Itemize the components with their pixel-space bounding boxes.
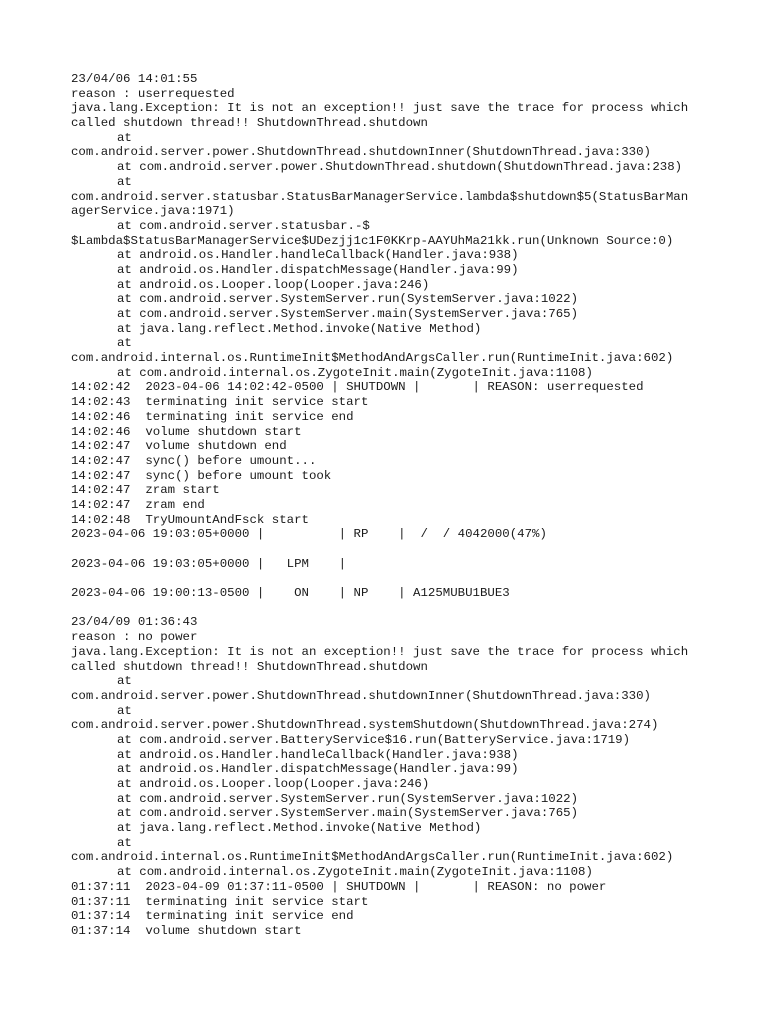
log-line: at android.os.Handler.handleCallback(Handler.java:938) bbox=[117, 747, 519, 762]
log-line: 2023-04-06 19:03:05+0000 | LPM | bbox=[71, 556, 347, 571]
log-line: at com.android.server.power.ShutdownThread.shutdown(ShutdownThread.java:238) bbox=[117, 160, 683, 175]
log-line: 01:37:11 2023-04-09 01:37:11-0500 | SHUTDOWN | | REASON: no power bbox=[71, 879, 607, 894]
log-line: at java.lang.reflect.Method.invoke(Native Method) bbox=[117, 321, 482, 336]
log-line: 2023-04-06 19:03:05+0000 | | RP | / / 4042000(47%) bbox=[71, 527, 547, 542]
log-line: called shutdown thread!! ShutdownThread.shutdown bbox=[71, 659, 428, 674]
log-line: 23/04/06 14:01:55 bbox=[71, 72, 198, 86]
log-line: at java.lang.reflect.Method.invoke(Native Method) bbox=[117, 821, 482, 836]
log-line: at android.os.Looper.loop(Looper.java:246) bbox=[117, 777, 430, 791]
log-line: 14:02:47 volume shutdown end bbox=[71, 439, 287, 454]
log-line: at bbox=[117, 703, 132, 718]
log-line: 14:02:47 zram end bbox=[71, 497, 205, 512]
log-line: java.lang.Exception: It is not an exception!! just save the trace for process which bbox=[71, 644, 689, 659]
log-line: 14:02:47 sync() before umount took bbox=[71, 468, 332, 483]
log-line: at com.android.internal.os.ZygoteInit.main(ZygoteInit.java:1108) bbox=[117, 365, 593, 380]
log-line: com.android.server.power.ShutdownThread.shutdownInner(ShutdownThread.java:330) bbox=[71, 145, 651, 160]
log-line: at bbox=[117, 174, 132, 189]
log-line: at bbox=[117, 835, 132, 850]
log-line: 14:02:42 2023-04-06 14:02:42-0500 | SHUTDOWN | | REASON: userrequested bbox=[71, 380, 644, 395]
log-line: reason : no power bbox=[71, 630, 198, 645]
log-line: 14:02:48 TryUmountAndFsck start bbox=[71, 512, 309, 527]
log-line: 14:02:47 sync() before umount... bbox=[71, 453, 317, 468]
log-line: at com.android.server.SystemServer.main(SystemServer.java:765) bbox=[117, 806, 579, 821]
log-line: called shutdown thread!! ShutdownThread.shutdown bbox=[71, 116, 428, 131]
blank-line bbox=[71, 571, 711, 586]
log-line: at com.android.server.SystemServer.run(SystemServer.java:1022) bbox=[117, 292, 579, 307]
log-line: at bbox=[117, 130, 132, 145]
log-line: at bbox=[117, 674, 132, 689]
log-line: com.android.internal.os.RuntimeInit$MethodAndArgsCaller.run(RuntimeInit.java:602) bbox=[71, 850, 674, 865]
log-line: at android.os.Handler.dispatchMessage(Handler.java:99) bbox=[117, 262, 519, 277]
log-line: agerService.java:1971) bbox=[71, 204, 235, 219]
log-line: at android.os.Looper.loop(Looper.java:246) bbox=[117, 277, 430, 292]
log-line: $Lambda$StatusBarManagerService$UDezjj1c1F0KKrp-AAYUhMa21kk.run(Unknown Source:0) bbox=[71, 233, 674, 248]
log-line: reason : userrequested bbox=[71, 86, 235, 101]
blank-line bbox=[71, 601, 711, 616]
log-line: 14:02:43 terminating init service start bbox=[71, 395, 369, 410]
log-line: 01:37:14 terminating init service end bbox=[71, 909, 354, 924]
log-line: 01:37:11 terminating init service start bbox=[71, 894, 369, 909]
log-line: com.android.internal.os.RuntimeInit$MethodAndArgsCaller.run(RuntimeInit.java:602) bbox=[71, 351, 674, 366]
log-line: at com.android.server.SystemServer.run(SystemServer.java:1022) bbox=[117, 791, 579, 806]
log-line: 14:02:47 zram start bbox=[71, 483, 220, 498]
log-document bbox=[71, 72, 711, 939]
log-line: com.android.server.statusbar.StatusBarManagerService.lambda$shutdown$5(StatusBarMan bbox=[71, 189, 689, 204]
log-line: at android.os.Handler.handleCallback(Handler.java:938) bbox=[117, 248, 519, 263]
log-line: 01:37:14 volume shutdown start bbox=[71, 923, 302, 938]
log-line: 14:02:46 terminating init service end bbox=[71, 409, 354, 424]
log-line: at android.os.Handler.dispatchMessage(Handler.java:99) bbox=[117, 762, 519, 777]
log-line: at bbox=[117, 336, 132, 351]
log-line: 23/04/09 01:36:43 bbox=[71, 615, 198, 630]
log-line: at com.android.server.BatteryService$16.run(BatteryService.java:1719) bbox=[117, 732, 631, 747]
log-line: at com.android.internal.os.ZygoteInit.main(ZygoteInit.java:1108) bbox=[117, 865, 593, 880]
log-line: at com.android.server.statusbar.-$ bbox=[117, 218, 370, 233]
log-line: java.lang.Exception: It is not an exception!! just save the trace for process which bbox=[71, 101, 689, 116]
blank-line bbox=[71, 542, 711, 557]
log-line: at com.android.server.SystemServer.main(SystemServer.java:765) bbox=[117, 307, 579, 321]
log-line: com.android.server.power.ShutdownThread.systemShutdown(ShutdownThread.java:274) bbox=[71, 718, 659, 733]
log-line: 14:02:46 volume shutdown start bbox=[71, 424, 302, 439]
log-line: 2023-04-06 19:00:13-0500 | ON | NP | A125MUBU1BUE3 bbox=[71, 586, 510, 601]
log-line: com.android.server.power.ShutdownThread.shutdownInner(ShutdownThread.java:330) bbox=[71, 688, 651, 703]
